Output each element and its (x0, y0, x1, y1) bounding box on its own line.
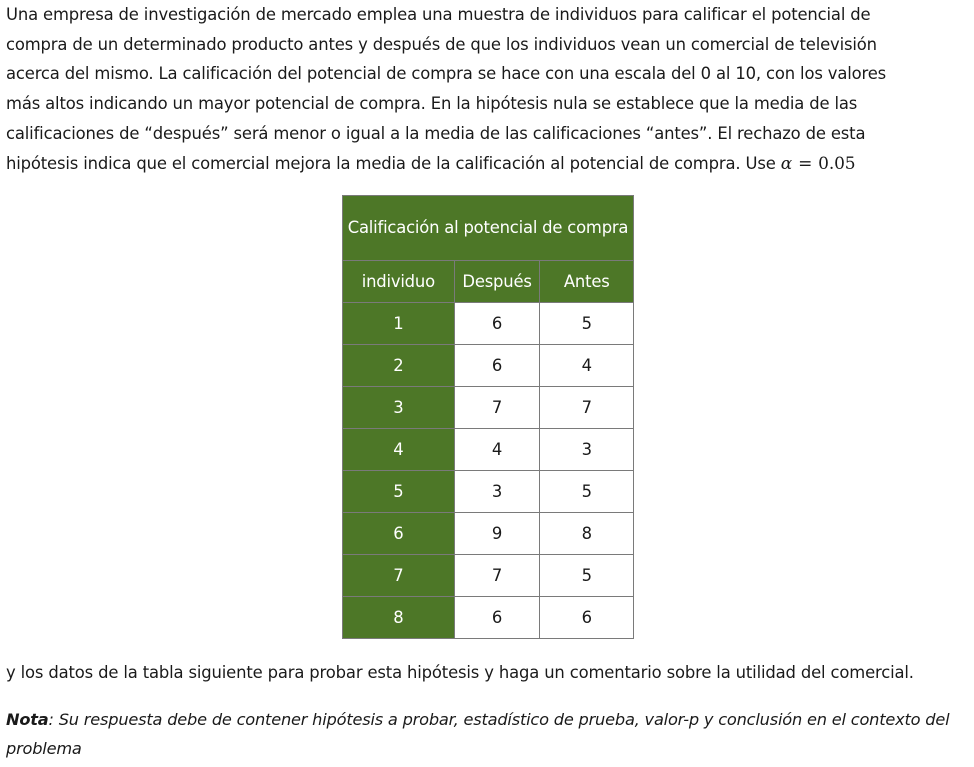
despues-cell: 6 (454, 303, 540, 345)
table-group-title: Calificación al potencial de compra (343, 196, 634, 261)
individuo-cell: 7 (343, 555, 455, 597)
statement-line: Una empresa de investigación de mercado emplea una muestra de individuos para calificar el potencial de (6, 5, 871, 24)
table-row (343, 555, 634, 597)
antes-cell: 5 (540, 471, 634, 513)
individuo-cell: 1 (343, 303, 455, 345)
statement-line: calificaciones de “después” será menor o igual a la media de las calificaciones “antes”. El rechazo de esta (6, 123, 866, 143)
table-row (343, 513, 634, 555)
note-text: : Su respuesta debe de contener hipótesis a probar, estadístico de prueba, valor-p y conclusión en el contexto del problema (6, 710, 950, 758)
individuo-cell: 6 (343, 513, 455, 555)
despues-cell: 7 (454, 387, 540, 429)
answer-note (6, 705, 971, 763)
individuo-cell: 3 (343, 387, 455, 429)
statement-line: más altos indicando un mayor potencial de compra. En la hipótesis nula se establece que la media de las (6, 94, 858, 114)
statement-line: compra de un determinado producto antes y después de que los individuos vean un comercial de televisión (6, 34, 877, 54)
antes-cell: 6 (540, 597, 634, 639)
statement-line-last (6, 149, 968, 180)
problem-statement (6, 0, 968, 179)
individuo-cell: 4 (343, 429, 455, 471)
despues-cell: 6 (454, 345, 540, 387)
table-row (343, 471, 634, 513)
alpha-value: 0.05 (818, 153, 856, 174)
table-row (343, 303, 634, 345)
individuo-cell: 5 (343, 471, 455, 513)
note-label: Nota (6, 710, 49, 729)
despues-cell: 3 (454, 471, 540, 513)
column-header-individuo: individuo (343, 261, 455, 303)
despues-cell: 6 (454, 597, 540, 639)
table-row (343, 597, 634, 639)
despues-cell: 9 (454, 513, 540, 555)
equals-sign: = (798, 153, 813, 174)
antes-cell: 3 (540, 429, 634, 471)
instruction-text: y los datos de la tabla siguiente para probar esta hipótesis y haga un comentario sobre la utilidad del comercial. (6, 663, 914, 682)
significance-level (781, 154, 856, 174)
despues-cell: 7 (454, 555, 540, 597)
antes-cell: 4 (540, 345, 634, 387)
antes-cell: 5 (540, 303, 634, 345)
antes-cell: 5 (540, 555, 634, 597)
alpha-symbol: α (780, 153, 793, 174)
antes-cell: 7 (540, 387, 634, 429)
column-header-despues: Después (454, 261, 540, 303)
antes-cell: 8 (540, 513, 634, 555)
despues-cell: 4 (454, 429, 540, 471)
individuo-cell: 2 (343, 345, 455, 387)
individuo-cell: 8 (343, 597, 455, 639)
purchase-score-table (342, 195, 634, 639)
statement-text: hipótesis indica que el comercial mejora la media de la calificación al potencial de compra. Use (6, 153, 776, 173)
table-row (343, 387, 634, 429)
table-row (343, 429, 634, 471)
column-header-antes: Antes (540, 261, 634, 303)
statement-line: acerca del mismo. La calificación del potencial de compra se hace con una escala del 0 al 10, con los valores (6, 64, 887, 84)
table-row (343, 345, 634, 387)
